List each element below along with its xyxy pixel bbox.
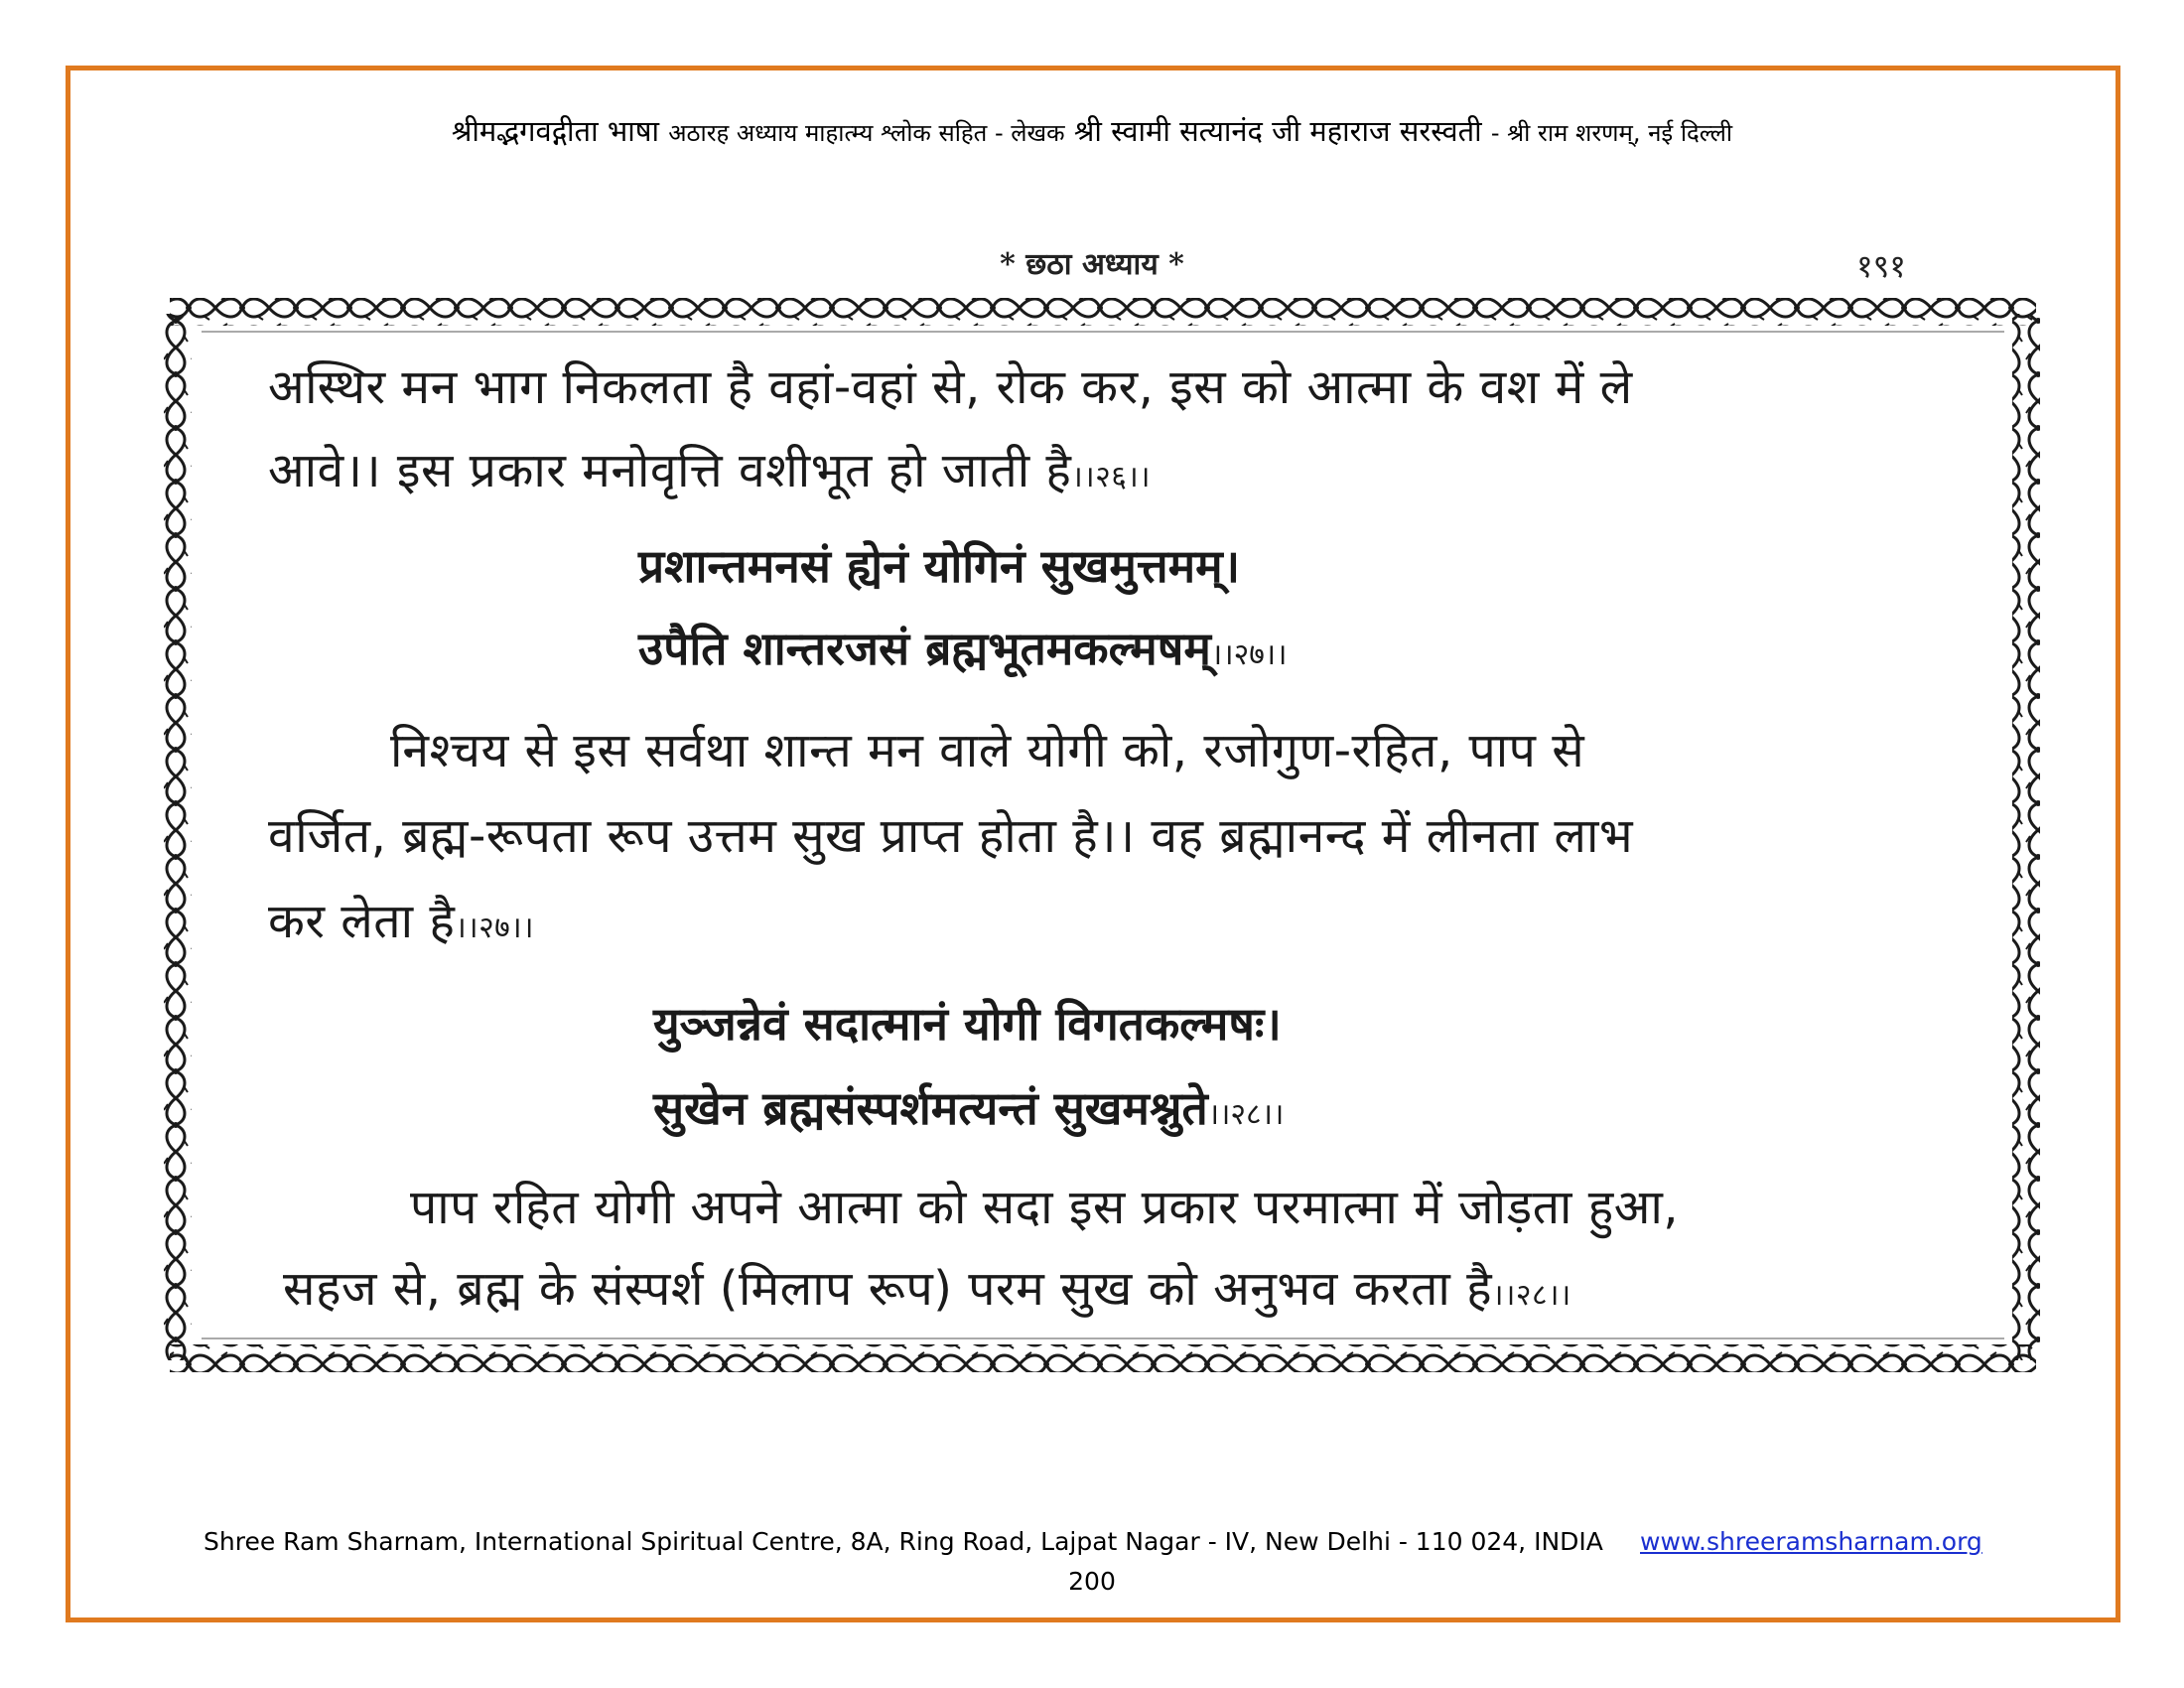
verse-number-27: ।।२७।। bbox=[1210, 637, 1288, 672]
publisher-name: - श्री राम शरणम्, नई दिल्ली bbox=[1490, 119, 1733, 147]
prose-27-line-1: निश्चय से इस सर्वथा शान्त मन वाले योगी को, रजोगुण-रहित, पाप से bbox=[390, 723, 1585, 778]
chapter-heading: * छठा अध्याय * bbox=[1000, 247, 1184, 282]
page-header bbox=[99, 111, 2085, 150]
verse-27-line-2 bbox=[638, 617, 1288, 678]
author-name: श्री स्वामी सत्यानंद जी महाराज सरस्वती bbox=[1073, 114, 1482, 148]
scanned-text bbox=[162, 294, 2044, 1380]
prose-27-line-3-text: कर लेता है bbox=[268, 894, 456, 949]
verse-number-28-prose: ।।२८।। bbox=[1492, 1278, 1571, 1313]
scanned-page-number: १९१ bbox=[1856, 247, 1906, 285]
prose-27-line-2: वर्जित, ब्रह्म-रूपता रूप उत्तम सुख प्राप्त होता है।। वह ब्रह्मानन्द में लीनता लाभ bbox=[268, 808, 1634, 864]
verse-28-line-1: युञ्जन्नेवं सदात्मानं योगी विगतकल्मषः। bbox=[653, 997, 1282, 1051]
book-subtitle: अठारह अध्याय माहात्म्य श्लोक सहित - लेखक bbox=[668, 119, 1065, 147]
verse-number-27-prose: ।।२७।। bbox=[455, 911, 535, 945]
verse-27-line-2-text: उपैति शान्तरजसं ब्रह्मभूतमकल्मषम् bbox=[638, 622, 1211, 675]
footer-address: Shree Ram Sharnam, International Spiritual Centre, 8A, Ring Road, Lajpat Nagar - IV, New Delhi - 110 024, INDIA bbox=[204, 1527, 1603, 1556]
verse-number-28: ।।२८।। bbox=[1207, 1097, 1285, 1132]
scanned-page-region bbox=[162, 294, 2044, 1380]
prose-27-line-3 bbox=[268, 888, 534, 952]
verse-28-line-2 bbox=[653, 1076, 1284, 1138]
prose-28-line-2 bbox=[283, 1255, 1571, 1320]
verse-28-line-2-text: सुखेन ब्रह्मसंस्पर्शमत्यन्तं सुखमश्नुते bbox=[653, 1081, 1208, 1135]
website-link[interactable]: www.shreeramsharnam.org bbox=[1640, 1527, 1982, 1556]
prose-28-line-2-text: सहज से, ब्रह्म के संस्पर्श (मिलाप रूप) परम सुख को अनुभव करता है bbox=[283, 1261, 1493, 1317]
verse-27-line-1: प्रशान्तमनसं ह्येनं योगिनं सुखमुत्तमम्। bbox=[638, 539, 1241, 593]
prose-26-line-1: अस्थिर मन भाग निकलता है वहां-वहां से, रोक कर, इस को आत्मा के वश में ले bbox=[268, 359, 1633, 415]
footer-page-number: 200 bbox=[1068, 1567, 1116, 1596]
prose-26-line-2-text: आवे।। इस प्रकार मनोवृत्ति वशीभूत हो जाती है bbox=[268, 443, 1072, 498]
verse-number-26: ।।२६।। bbox=[1071, 460, 1152, 494]
prose-28-line-1: पाप रहित योगी अपने आत्मा को सदा इस प्रकार परमात्मा में जोड़ता हुआ, bbox=[410, 1180, 1680, 1235]
prose-26-line-2 bbox=[268, 437, 1151, 501]
book-title: श्रीमद्भगवद्गीता भाषा bbox=[451, 114, 659, 148]
